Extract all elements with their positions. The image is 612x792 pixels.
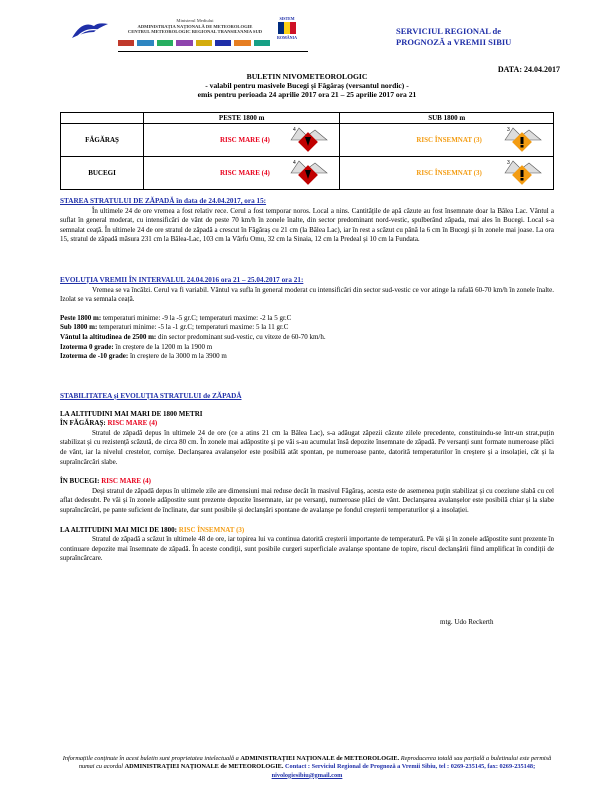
weather-line-wind	[60, 333, 554, 343]
partner-logos-strip	[118, 40, 270, 46]
risk-row-fagaras	[61, 124, 554, 157]
location-fagaras: FĂGĂRAȘ	[61, 124, 144, 157]
weather-line-label: Vântul la altitudinea de 2500 m:	[60, 332, 157, 341]
org-line-anm: ADMINISTRAȚIA NAȚIONALĂ DE METEOROLOGIE	[137, 23, 253, 29]
service-line-2: PROGNOZĂ a VREMII SIBIU	[396, 37, 512, 47]
bucegi-heading	[60, 477, 554, 487]
fagaras-risk: RISC MARE (4)	[107, 419, 158, 428]
risk-cell-fagaras-below	[340, 124, 554, 157]
low-altitude-risk: RISC ÎNSEMNAT (3)	[178, 525, 245, 534]
icon-number: 4	[293, 127, 297, 133]
col-below-1800: SUB 1800 m	[340, 113, 554, 124]
weather-line-label: Izoterma 0 grade:	[60, 342, 114, 351]
fagaras-text: Stratul de zăpadă depus în ultimele 24 de ore (ce a atins 21 cm la Bâlea Lac), s-a adăugat zăpezii căzute zilele precedente, constituindu-se într-un strat,puțin stabilizat și cu rezistență scăzută, de circa 80 cm. În zonele mai adăpostite și pe văi s-au acumulat însă depozite însemnate de zăpadă. Pe versanți sunt formate numeroase plăci de vânt, iar la nivelul crestelor, cornișe. Declanșarea avalanșelor este posibilă atât spontan, pe numeroase pante, datorită temperaturilor în creștere și a insolației, cât și la supraîncărcări slabe.	[60, 428, 554, 466]
weather-line-label: Sub 1800 m:	[60, 323, 98, 332]
fagaras-heading	[60, 419, 554, 429]
bucegi-text: Deși stratul de zăpadă depus în ultimele zile are dimensiuni mai reduse decât în masivul Făgăraș, acesta este de asemenea puțin stabilizat și cu coeziune slabă cu cel aflat dedesubt. Pe văi și în zonele adăpostite sunt prezente depozite însemnate, iar pe versanți, numeroase plăci de vânt. Declanșarea avalanșelor este posibilă chiar și la slabe supraîncărcări, pe pante suficient de înclinate, dar sunt posibile și declanșări spontane de avalanșe pe fondul creșterii temperaturilor și a insolației.	[60, 486, 554, 514]
weather-title: EVOLUȚIA VREMII ÎN INTERVALUL 24.04.2016 ora 21 – 25.04.2017 ora 21:	[60, 276, 304, 284]
org-line-ministry: Ministerul Mediului	[176, 18, 214, 23]
risk-row-bucegi	[61, 157, 554, 190]
considerable-danger-icon	[501, 124, 545, 156]
high-danger-icon	[287, 157, 331, 189]
bulletin-title: BULETIN NIVOMETEOROLOGIC	[246, 72, 368, 81]
low-altitude-text: Stratul de zăpadă a scăzut în ultimele 48 de ore, iar topirea lui va continua datorită creșterii importante de temperatură. Pe văi și în zonele adăpostite sunt prezente în continuare depozite mai însemnate de zăpadă. În aceste condiții, sunt posibile curgeri superficiale avalanșe spontane de topire, riscul declanșării fiind amplificat în condiții de supraîncărcare.	[60, 535, 554, 563]
icon-number: 4	[293, 160, 297, 166]
weather-line-isotherm-10	[60, 352, 554, 362]
weather-line-isotherm-0	[60, 343, 554, 353]
risk-label: RISC ÎNSEMNAT (3)	[416, 136, 482, 144]
footer-org-1: ADMINISTRAȚIEI NAȚIONALE de METEOROLOGIE.	[240, 755, 400, 762]
weather-text: Vremea se va încălzi. Cerul va fi variabil. Vântul va sufla în general moderat cu intensificări din sector sud-vestic ce vor atinge la rafală 60-70 km/h în zonele înalte. Izolat se va semnala ceață.	[60, 285, 554, 304]
bulletin-subtitle-period: emis pentru perioada 24 aprilie 2017 ora 21 – 25 aprilie 2017 ora 21	[197, 90, 417, 100]
stability-section	[60, 392, 554, 564]
bucegi-risk: RISC MARE (4)	[101, 477, 152, 486]
signature: mtg. Udo Reckerth	[440, 618, 494, 626]
location-bucegi: BUCEGI	[61, 157, 144, 190]
stability-title: STABILITATEA și EVOLUȚIA STRATULUI de ZĂPADĂ	[60, 392, 242, 400]
bucegi-label: ÎN BUCEGI:	[60, 477, 102, 486]
logo-text-bottom: ROMÂNIA	[277, 35, 297, 40]
header-divider	[118, 51, 308, 52]
icon-number: 3	[507, 160, 510, 166]
weather-section	[60, 276, 554, 362]
footer-contact: Contact : Serviciul Regional de Prognoză a Vremii Sibiu	[283, 763, 436, 771]
risk-cell-fagaras-above	[144, 124, 340, 157]
weather-line-value: temperaturi minime: -9 la -5 gr.C; temperaturi maxime: -2 la 5 gr.C	[101, 313, 292, 322]
risk-table-header	[61, 113, 554, 124]
weather-line-above	[60, 314, 554, 324]
snow-state-text: În ultimele 24 de ore vremea a fost relativ rece. Cerul a fost temporar noros. Local a nins. Cantitățile de apă căzute au fost însemnate doar la Bâlea Lac. Vântul a suflat în general moderat, cu intensificări de vânt de peste 70 km/h în zonele înalte, din sector predominant nord-vestic, spulberând zăpada, mai ales în Bucegi. Local s-a semnalat ceață. În ultimele 24 de ore stratul de zăpadă a crescut în Făgăraș cu 21 cm (la Bâlea Lac), iar în rest a scăzut cu până la 6 cm în Bucegi și în zonele mai joase. La ora 15, stratul de zăpadă măsura 231 cm la Bâlea-Lac, 103 cm la Vârfu Omu, 32 cm la Sinaia, 12 cm la Predeal și 10 cm la Fundata.	[60, 206, 554, 244]
snow-state-title: STAREA STRATULUI DE ZĂPADĂ în data de 24.04.2017, ora 15:	[60, 197, 267, 205]
weather-line-value: din sector predominant sud-vestic, cu viteze de 60-70 km/h.	[156, 332, 326, 341]
risk-label: RISC ÎNSEMNAT (3)	[416, 169, 482, 177]
empty-corner-cell	[61, 113, 144, 124]
footer-email-link[interactable]: nivologiesibiu@gmail.com	[271, 771, 343, 779]
high-altitude-title: LA ALTITUDINI MAI MARI DE 1800 METRI	[60, 409, 203, 418]
footer-org-2: ADMINISTRAȚIEI NAȚIONALE de METEOROLOGIE.	[124, 763, 284, 771]
anm-logo	[68, 18, 112, 42]
footer-text-1: Informațiile conținute în acest buletin sunt proprietatea intelectuală a	[62, 755, 241, 762]
bulletin-subtitle-validity: - valabil pentru masivele Bucegi și Făgăraș (versantul nordic) -	[205, 81, 409, 91]
footer-text-2: Reproducerea totală sau parțială a buletinului este permisă numai cu acordul	[78, 755, 552, 771]
footer-tel: , tel : 0269-235145, fax: 0269-235148;	[435, 763, 536, 771]
col-above-1800: PESTE 1800 m	[144, 113, 340, 124]
risk-table	[60, 112, 554, 190]
risk-label: RISC MARE (4)	[220, 169, 270, 177]
romania-logo	[270, 16, 304, 48]
risk-label: RISC MARE (4)	[220, 136, 270, 144]
weather-line-below	[60, 323, 554, 333]
fagaras-label: ÎN FĂGĂRAȘ:	[60, 419, 108, 428]
org-line-center: CENTRUL METEOROLOGIC REGIONAL TRANSILVANIA SUD	[127, 29, 263, 34]
bulletin-date: DATA: 24.04.2017	[497, 65, 560, 74]
weather-line-label: Peste 1800 m:	[60, 313, 102, 322]
weather-line-label: Izoterma de -10 grade:	[60, 352, 129, 361]
footer	[60, 755, 554, 780]
low-altitude-heading	[60, 526, 554, 536]
weather-line-value: temperaturi minime: -5 la -1 gr.C; temperaturi maxime: 5 la 11 gr.C	[97, 323, 289, 332]
weather-line-value: în creștere de la 3000 m la 3900 m	[128, 352, 227, 361]
flag-icon	[278, 22, 296, 34]
risk-cell-bucegi-above	[144, 157, 340, 190]
header-organization	[120, 18, 270, 35]
weather-line-value: în creștere de la 1200 m la 1900 m	[113, 342, 213, 351]
low-altitude-title: LA ALTITUDINI MAI MICI DE 1800:	[60, 525, 179, 534]
risk-cell-bucegi-below	[340, 157, 554, 190]
snow-state-section	[60, 197, 554, 245]
service-line-1: SERVICIUL REGIONAL de	[396, 26, 502, 36]
service-name	[396, 26, 556, 48]
high-danger-icon	[287, 124, 331, 156]
logo-text-top: SISTEM	[279, 16, 295, 21]
icon-number: 3	[507, 127, 510, 133]
considerable-danger-icon	[501, 157, 545, 189]
bulletin-title-block	[60, 72, 554, 100]
